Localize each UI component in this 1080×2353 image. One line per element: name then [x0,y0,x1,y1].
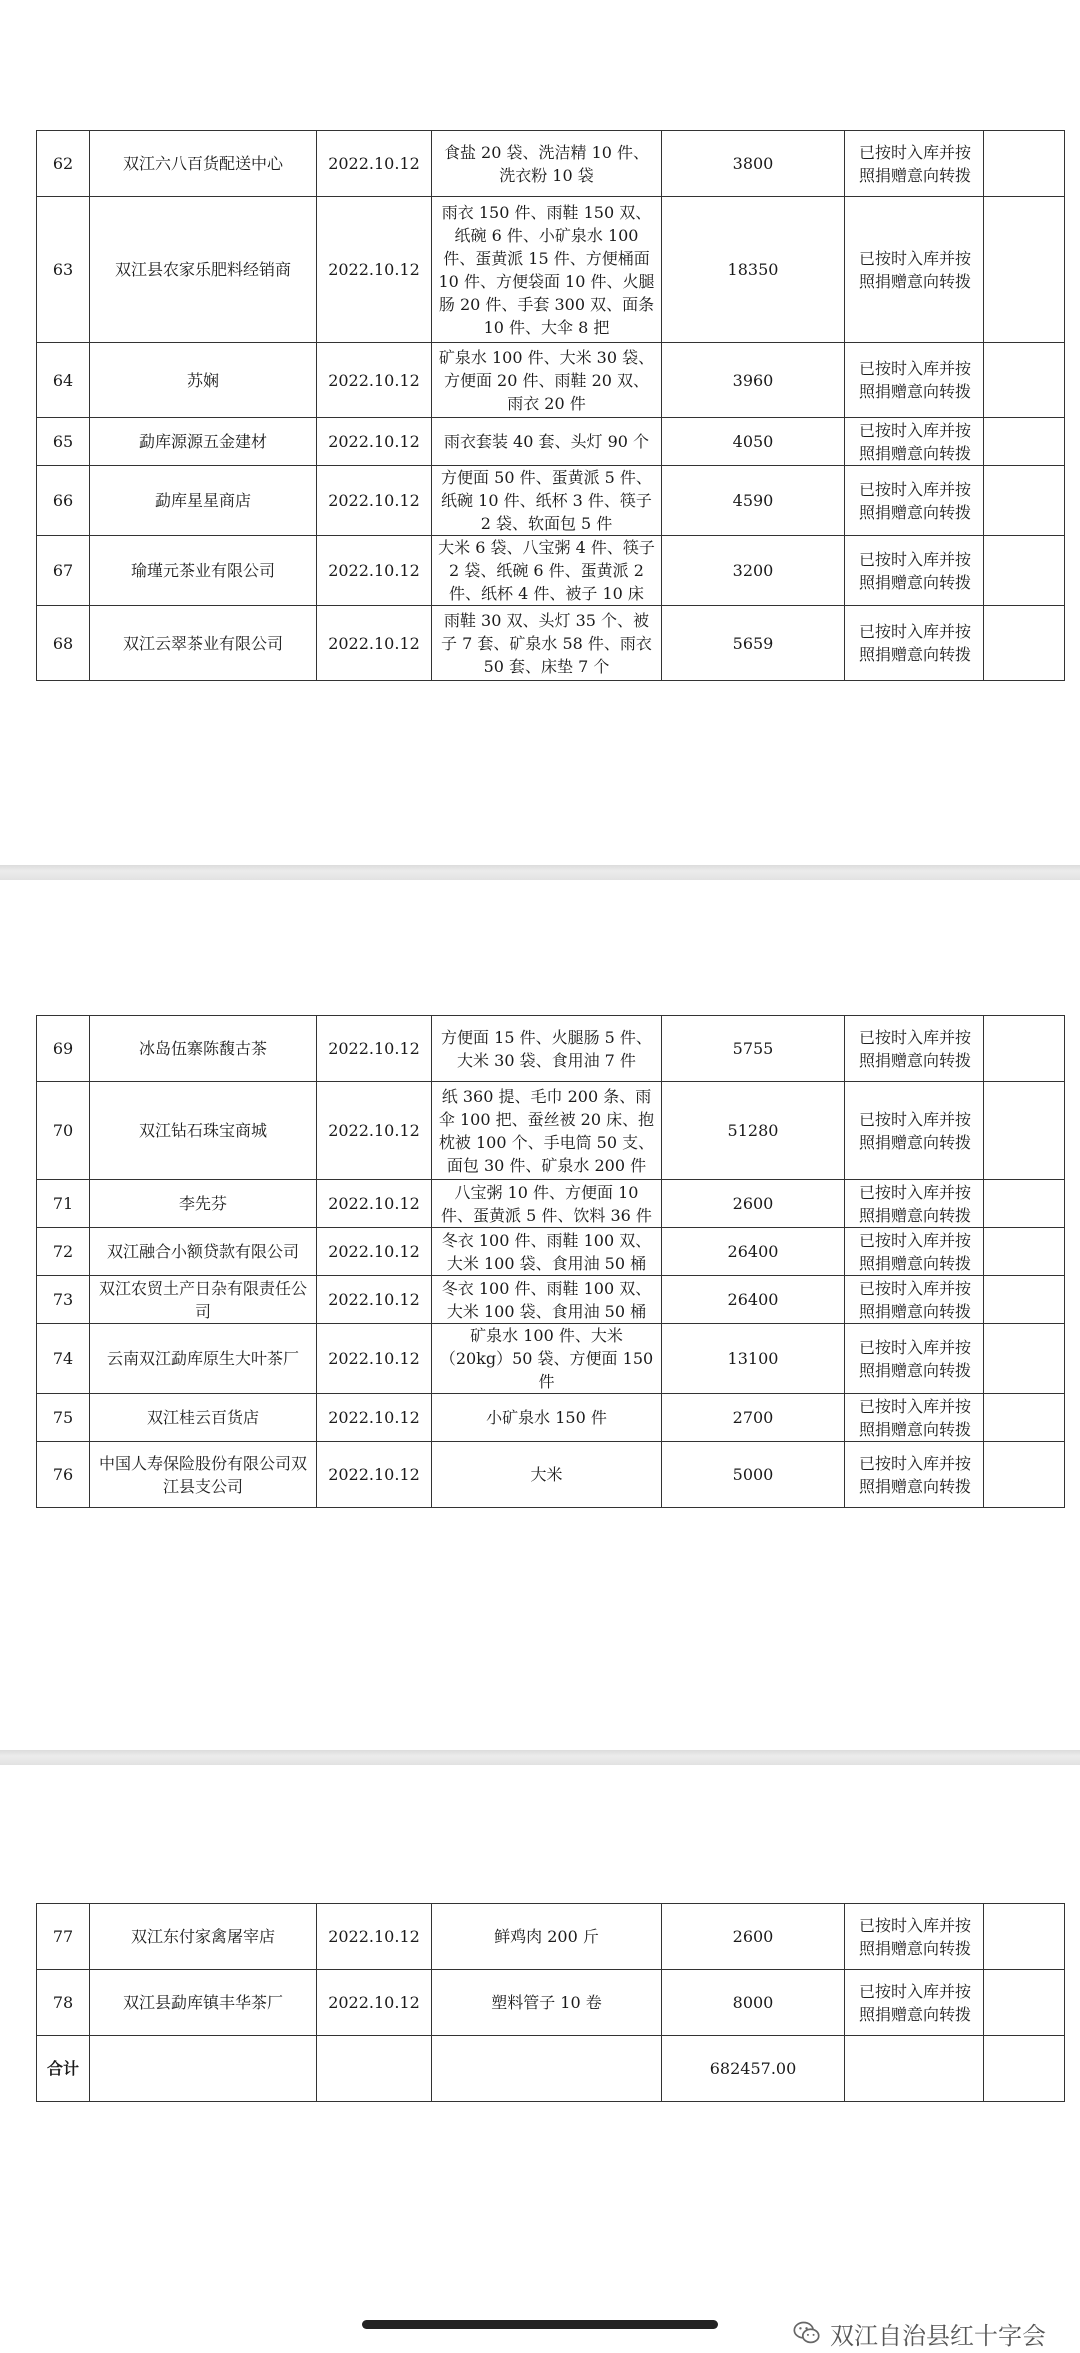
table-row [37,131,1065,197]
donor-name: 双江桂云百货店 [90,1394,317,1442]
remark [984,418,1065,466]
donation-date: 2022.10.12 [317,131,432,197]
row-number: 76 [37,1442,90,1508]
remark [984,1276,1065,1324]
remark [984,1904,1065,1970]
handling-status: 已按时入库并按照捐赠意向转拨 [845,131,984,197]
table-row [37,1016,1065,1082]
empty-cell [90,2036,317,2102]
handling-status: 已按时入库并按照捐赠意向转拨 [845,1442,984,1508]
donation-amount: 3960 [662,343,845,418]
donation-date: 2022.10.12 [317,606,432,681]
row-number: 73 [37,1276,90,1324]
donation-date: 2022.10.12 [317,1082,432,1180]
handling-status: 已按时入库并按照捐赠意向转拨 [845,343,984,418]
empty-cell [317,2036,432,2102]
row-number: 64 [37,343,90,418]
donated-items: 塑料管子 10 卷 [432,1970,662,2036]
handling-status: 已按时入库并按照捐赠意向转拨 [845,1394,984,1442]
donor-name: 云南双江勐库原生大叶茶厂 [90,1324,317,1394]
remark [984,1394,1065,1442]
table-row [37,1180,1065,1228]
donation-amount: 4050 [662,418,845,466]
remark [984,1228,1065,1276]
donation-date: 2022.10.12 [317,1016,432,1082]
remark [984,1082,1065,1180]
handling-status: 已按时入库并按照捐赠意向转拨 [845,1324,984,1394]
handling-status: 已按时入库并按照捐赠意向转拨 [845,1904,984,1970]
remark [984,197,1065,343]
remark [984,1324,1065,1394]
row-number: 63 [37,197,90,343]
donated-items: 食盐 20 袋、洗洁精 10 件、洗衣粉 10 袋 [432,131,662,197]
donation-date: 2022.10.12 [317,1180,432,1228]
donation-amount: 3800 [662,131,845,197]
donated-items: 方便面 50 件、蛋黄派 5 件、纸碗 10 件、纸杯 3 件、筷子 2 袋、软面包 5 件 [432,466,662,536]
donated-items: 矿泉水 100 件、大米 30 袋、方便面 20 件、雨鞋 20 双、雨衣 20 件 [432,343,662,418]
account-watermark [792,2313,1046,2353]
donation-date: 2022.10.12 [317,197,432,343]
table-row [37,418,1065,466]
row-number: 66 [37,466,90,536]
donation-table-page-3 [36,1903,1065,2102]
handling-status: 已按时入库并按照捐赠意向转拨 [845,1180,984,1228]
watermark-text: 双江自治县红十字会 [830,2321,1046,2350]
donor-name: 中国人寿保险股份有限公司双江县支公司 [90,1442,317,1508]
donation-table-page-2 [36,1015,1065,1508]
handling-status: 已按时入库并按照捐赠意向转拨 [845,1228,984,1276]
donation-amount: 2600 [662,1904,845,1970]
table-row [37,343,1065,418]
donation-date: 2022.10.12 [317,1228,432,1276]
donation-date: 2022.10.12 [317,1970,432,2036]
table-row [37,1276,1065,1324]
row-number: 62 [37,131,90,197]
donor-name: 勐库星星商店 [90,466,317,536]
donated-items: 鲜鸡肉 200 斤 [432,1904,662,1970]
donation-date: 2022.10.12 [317,1904,432,1970]
donated-items: 冬衣 100 件、雨鞋 100 双、大米 100 袋、食用油 50 桶 [432,1276,662,1324]
donor-name: 勐库源源五金建材 [90,418,317,466]
donation-amount: 5755 [662,1016,845,1082]
handling-status: 已按时入库并按照捐赠意向转拨 [845,1970,984,2036]
remark [984,606,1065,681]
remark [984,343,1065,418]
handling-status: 已按时入库并按照捐赠意向转拨 [845,606,984,681]
donation-amount: 26400 [662,1276,845,1324]
remark [984,1442,1065,1508]
handling-status: 已按时入库并按照捐赠意向转拨 [845,1082,984,1180]
donation-amount: 26400 [662,1228,845,1276]
row-number: 78 [37,1970,90,2036]
row-number: 72 [37,1228,90,1276]
table-row [37,1324,1065,1394]
donation-amount: 8000 [662,1970,845,2036]
handling-status: 已按时入库并按照捐赠意向转拨 [845,197,984,343]
handling-status: 已按时入库并按照捐赠意向转拨 [845,466,984,536]
donation-amount: 3200 [662,536,845,606]
donation-date: 2022.10.12 [317,1276,432,1324]
donated-items: 雨鞋 30 双、头灯 35 个、被子 7 套、矿泉水 58 件、雨衣 50 套、床垫 7 个 [432,606,662,681]
remark [984,1180,1065,1228]
total-row [37,2036,1065,2102]
donation-amount: 13100 [662,1324,845,1394]
donation-date: 2022.10.12 [317,418,432,466]
donation-date: 2022.10.12 [317,1442,432,1508]
donor-name: 双江县勐库镇丰华茶厂 [90,1970,317,2036]
row-number: 67 [37,536,90,606]
empty-cell [432,2036,662,2102]
row-number: 69 [37,1016,90,1082]
donated-items: 纸 360 提、毛巾 200 条、雨伞 100 把、蚕丝被 20 床、抱枕被 100 个、手电筒 50 支、面包 30 件、矿泉水 200 件 [432,1082,662,1180]
row-number: 74 [37,1324,90,1394]
donated-items: 小矿泉水 150 件 [432,1394,662,1442]
donor-name: 冰岛伍寨陈馥古茶 [90,1016,317,1082]
remark [984,131,1065,197]
row-number: 70 [37,1082,90,1180]
table-row [37,1442,1065,1508]
row-number: 68 [37,606,90,681]
donation-date: 2022.10.12 [317,1324,432,1394]
table-row [37,536,1065,606]
table-row [37,197,1065,343]
donor-name: 李先芬 [90,1180,317,1228]
donation-amount: 51280 [662,1082,845,1180]
home-indicator[interactable] [362,2320,718,2329]
donor-name: 双江融合小额贷款有限公司 [90,1228,317,1276]
page-separator [0,1750,1080,1765]
donor-name: 双江县农家乐肥料经销商 [90,197,317,343]
donated-items: 雨衣套装 40 套、头灯 90 个 [432,418,662,466]
donation-date: 2022.10.12 [317,466,432,536]
donation-amount: 2700 [662,1394,845,1442]
row-number: 65 [37,418,90,466]
row-number: 71 [37,1180,90,1228]
empty-cell [984,2036,1065,2102]
row-number: 77 [37,1904,90,1970]
handling-status: 已按时入库并按照捐赠意向转拨 [845,1276,984,1324]
donated-items: 八宝粥 10 件、方便面 10 件、蛋黄派 5 件、饮料 36 件 [432,1180,662,1228]
donation-amount: 18350 [662,197,845,343]
page-separator [0,865,1080,880]
empty-cell [845,2036,984,2102]
table-row [37,466,1065,536]
donation-table-page-1 [36,130,1065,681]
donor-name: 双江六八百货配送中心 [90,131,317,197]
wechat-icon [792,2318,822,2348]
remark [984,1970,1065,2036]
table-row [37,1904,1065,1970]
remark [984,1016,1065,1082]
donated-items: 冬衣 100 件、雨鞋 100 双、大米 100 袋、食用油 50 桶 [432,1228,662,1276]
total-amount: 682457.00 [662,2036,845,2102]
donor-name: 双江云翠茶业有限公司 [90,606,317,681]
donor-name: 瑜瑾元茶业有限公司 [90,536,317,606]
donation-date: 2022.10.12 [317,1394,432,1442]
donated-items: 大米 [432,1442,662,1508]
table-row [37,606,1065,681]
donation-amount: 5659 [662,606,845,681]
handling-status: 已按时入库并按照捐赠意向转拨 [845,418,984,466]
total-label: 合计 [37,2036,90,2102]
donor-name: 双江钻石珠宝商城 [90,1082,317,1180]
row-number: 75 [37,1394,90,1442]
remark [984,536,1065,606]
donor-name: 双江农贸土产日杂有限责任公司 [90,1276,317,1324]
donated-items: 矿泉水 100 件、大米（20kg）50 袋、方便面 150 件 [432,1324,662,1394]
donor-name: 苏娴 [90,343,317,418]
donation-amount: 5000 [662,1442,845,1508]
donor-name: 双江东付家禽屠宰店 [90,1904,317,1970]
table-row [37,1082,1065,1180]
donation-amount: 2600 [662,1180,845,1228]
donation-date: 2022.10.12 [317,536,432,606]
table-row [37,1970,1065,2036]
donated-items: 方便面 15 件、火腿肠 5 件、大米 30 袋、食用油 7 件 [432,1016,662,1082]
donation-date: 2022.10.12 [317,343,432,418]
donation-amount: 4590 [662,466,845,536]
handling-status: 已按时入库并按照捐赠意向转拨 [845,1016,984,1082]
remark [984,466,1065,536]
donated-items: 大米 6 袋、八宝粥 4 件、筷子 2 袋、纸碗 6 件、蛋黄派 2 件、纸杯 4 件、被子 10 床 [432,536,662,606]
donated-items: 雨衣 150 件、雨鞋 150 双、纸碗 6 件、小矿泉水 100 件、蛋黄派 15 件、方便桶面 10 件、方便袋面 10 件、火腿肠 20 件、手套 300 双、面条 10 件、大伞 8 把 [432,197,662,343]
handling-status: 已按时入库并按照捐赠意向转拨 [845,536,984,606]
table-row [37,1394,1065,1442]
table-row [37,1228,1065,1276]
